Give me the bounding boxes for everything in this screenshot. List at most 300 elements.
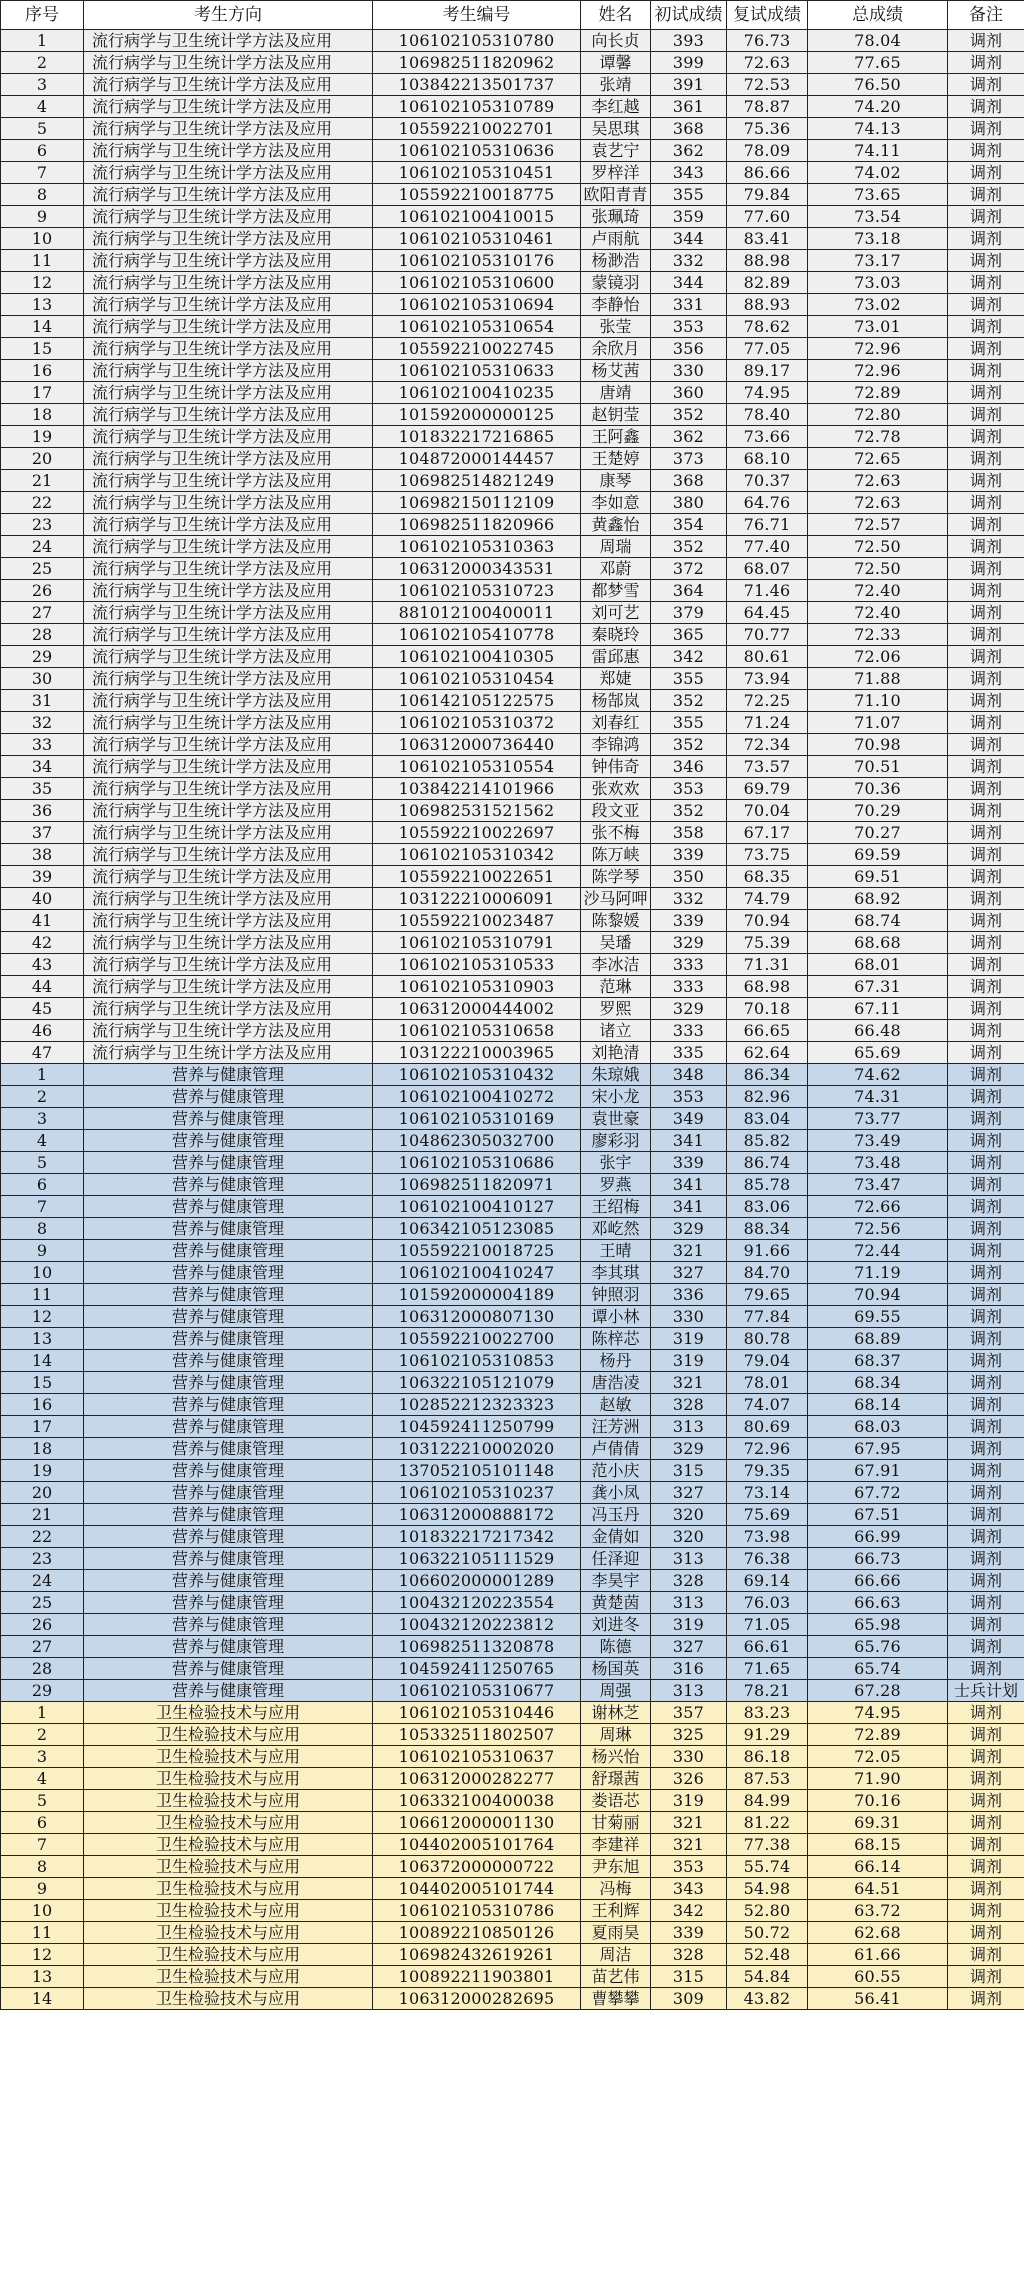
initial-score-cell: 353: [651, 316, 727, 338]
name-cell: 冯玉丹: [581, 1504, 651, 1526]
initial-score-cell: 344: [651, 228, 727, 250]
index-cell: 22: [1, 1526, 84, 1548]
retest-score-cell: 85.82: [727, 1130, 808, 1152]
name-cell: 郑婕: [581, 668, 651, 690]
total-score-cell: 69.59: [808, 844, 948, 866]
remark-cell: 调剂: [948, 1284, 1024, 1306]
index-cell: 28: [1, 624, 84, 646]
direction-cell: 营养与健康管理: [84, 1548, 373, 1570]
table-row: [1, 822, 1024, 844]
direction-cell: 流行病学与卫生统计学方法及应用: [84, 756, 373, 778]
remark-cell: 调剂: [948, 162, 1024, 184]
exam-id-cell: 106312000888172: [373, 1504, 581, 1526]
total-score-cell: 65.98: [808, 1614, 948, 1636]
index-cell: 15: [1, 1372, 84, 1394]
remark-cell: 调剂: [948, 822, 1024, 844]
retest-score-cell: 74.07: [727, 1394, 808, 1416]
exam-id-cell: 106982432619261: [373, 1944, 581, 1966]
retest-score-cell: 54.84: [727, 1966, 808, 1988]
remark-cell: 调剂: [948, 1658, 1024, 1680]
name-cell: 龚小凤: [581, 1482, 651, 1504]
table-row: [1, 646, 1024, 668]
initial-score-cell: 328: [651, 1570, 727, 1592]
direction-cell: 营养与健康管理: [84, 1152, 373, 1174]
index-cell: 3: [1, 1746, 84, 1768]
remark-cell: 调剂: [948, 426, 1024, 448]
exam-id-cell: 106342105123085: [373, 1218, 581, 1240]
retest-score-cell: 86.18: [727, 1746, 808, 1768]
direction-cell: 营养与健康管理: [84, 1592, 373, 1614]
total-score-cell: 71.90: [808, 1768, 948, 1790]
total-score-cell: 71.19: [808, 1262, 948, 1284]
index-cell: 23: [1, 514, 84, 536]
retest-score-cell: 84.99: [727, 1790, 808, 1812]
initial-score-cell: 313: [651, 1416, 727, 1438]
name-cell: 王晴: [581, 1240, 651, 1262]
name-cell: 沙马阿呷: [581, 888, 651, 910]
total-score-cell: 74.95: [808, 1702, 948, 1724]
remark-cell: 调剂: [948, 1988, 1024, 2010]
index-cell: 9: [1, 206, 84, 228]
table-row: [1, 1394, 1024, 1416]
retest-score-cell: 79.04: [727, 1350, 808, 1372]
total-score-cell: 67.95: [808, 1438, 948, 1460]
remark-cell: 调剂: [948, 1482, 1024, 1504]
retest-score-cell: 72.25: [727, 690, 808, 712]
direction-cell: 营养与健康管理: [84, 1482, 373, 1504]
direction-cell: 营养与健康管理: [84, 1526, 373, 1548]
remark-cell: 调剂: [948, 206, 1024, 228]
retest-score-cell: 71.05: [727, 1614, 808, 1636]
retest-score-cell: 83.06: [727, 1196, 808, 1218]
name-cell: 李静怡: [581, 294, 651, 316]
exam-id-cell: 106312000343531: [373, 558, 581, 580]
table-row: [1, 734, 1024, 756]
direction-cell: 流行病学与卫生统计学方法及应用: [84, 910, 373, 932]
remark-cell: 调剂: [948, 1152, 1024, 1174]
initial-score-cell: 321: [651, 1834, 727, 1856]
remark-cell: 调剂: [948, 1130, 1024, 1152]
exam-id-cell: 106102105310637: [373, 1746, 581, 1768]
exam-id-cell: 106102105310169: [373, 1108, 581, 1130]
remark-cell: 调剂: [948, 1636, 1024, 1658]
index-cell: 8: [1, 184, 84, 206]
table-row: [1, 30, 1024, 52]
direction-cell: 流行病学与卫生统计学方法及应用: [84, 448, 373, 470]
exam-id-cell: 105592210022651: [373, 866, 581, 888]
index-cell: 25: [1, 1592, 84, 1614]
exam-id-cell: 106372000000722: [373, 1856, 581, 1878]
name-cell: 李如意: [581, 492, 651, 514]
index-cell: 11: [1, 1284, 84, 1306]
exam-id-cell: 106102105310600: [373, 272, 581, 294]
index-cell: 5: [1, 1790, 84, 1812]
retest-score-cell: 81.22: [727, 1812, 808, 1834]
index-cell: 46: [1, 1020, 84, 1042]
name-cell: 谭馨: [581, 52, 651, 74]
total-score-cell: 71.10: [808, 690, 948, 712]
total-score-cell: 69.55: [808, 1306, 948, 1328]
table-row: [1, 1416, 1024, 1438]
table-row: [1, 470, 1024, 492]
total-score-cell: 72.96: [808, 338, 948, 360]
retest-score-cell: 78.01: [727, 1372, 808, 1394]
total-score-cell: 78.04: [808, 30, 948, 52]
header-cell-name: 姓名: [581, 1, 651, 30]
exam-id-cell: 100432120223554: [373, 1592, 581, 1614]
exam-id-cell: 105592210022745: [373, 338, 581, 360]
total-score-cell: 77.65: [808, 52, 948, 74]
name-cell: 钟伟奇: [581, 756, 651, 778]
name-cell: 范琳: [581, 976, 651, 998]
initial-score-cell: 313: [651, 1548, 727, 1570]
index-cell: 16: [1, 1394, 84, 1416]
retest-score-cell: 43.82: [727, 1988, 808, 2010]
remark-cell: 调剂: [948, 118, 1024, 140]
exam-id-cell: 104402005101764: [373, 1834, 581, 1856]
remark-cell: 调剂: [948, 52, 1024, 74]
name-cell: 杨艾茜: [581, 360, 651, 382]
total-score-cell: 65.69: [808, 1042, 948, 1064]
index-cell: 24: [1, 1570, 84, 1592]
exam-id-cell: 106102105310853: [373, 1350, 581, 1372]
total-score-cell: 68.92: [808, 888, 948, 910]
direction-cell: 卫生检验技术与应用: [84, 1834, 373, 1856]
initial-score-cell: 319: [651, 1350, 727, 1372]
index-cell: 25: [1, 558, 84, 580]
total-score-cell: 72.65: [808, 448, 948, 470]
remark-cell: 调剂: [948, 294, 1024, 316]
remark-cell: 调剂: [948, 1548, 1024, 1570]
remark-cell: 调剂: [948, 1438, 1024, 1460]
exam-id-cell: 105592210018775: [373, 184, 581, 206]
index-cell: 38: [1, 844, 84, 866]
exam-id-cell: 106102100410305: [373, 646, 581, 668]
retest-score-cell: 70.94: [727, 910, 808, 932]
exam-id-cell: 106982511820966: [373, 514, 581, 536]
table-row: [1, 118, 1024, 140]
total-score-cell: 72.78: [808, 426, 948, 448]
name-cell: 李红越: [581, 96, 651, 118]
retest-score-cell: 83.04: [727, 1108, 808, 1130]
table-row: [1, 1328, 1024, 1350]
exam-id-cell: 102852212323323: [373, 1394, 581, 1416]
direction-cell: 流行病学与卫生统计学方法及应用: [84, 800, 373, 822]
retest-score-cell: 78.21: [727, 1680, 808, 1702]
retest-score-cell: 66.65: [727, 1020, 808, 1042]
initial-score-cell: 319: [651, 1328, 727, 1350]
total-score-cell: 73.03: [808, 272, 948, 294]
direction-cell: 流行病学与卫生统计学方法及应用: [84, 888, 373, 910]
index-cell: 35: [1, 778, 84, 800]
table-row: [1, 932, 1024, 954]
direction-cell: 卫生检验技术与应用: [84, 1790, 373, 1812]
table-row: [1, 910, 1024, 932]
index-cell: 20: [1, 1482, 84, 1504]
total-score-cell: 66.66: [808, 1570, 948, 1592]
direction-cell: 营养与健康管理: [84, 1636, 373, 1658]
header-cell-exam-id: 考生编号: [373, 1, 581, 30]
index-cell: 14: [1, 1350, 84, 1372]
remark-cell: 调剂: [948, 954, 1024, 976]
direction-cell: 流行病学与卫生统计学方法及应用: [84, 294, 373, 316]
table-row: [1, 888, 1024, 910]
retest-score-cell: 55.74: [727, 1856, 808, 1878]
initial-score-cell: 327: [651, 1262, 727, 1284]
remark-cell: 调剂: [948, 1504, 1024, 1526]
table-row: [1, 1240, 1024, 1262]
index-cell: 8: [1, 1856, 84, 1878]
table-row: [1, 382, 1024, 404]
name-cell: 唐浩凌: [581, 1372, 651, 1394]
retest-score-cell: 76.38: [727, 1548, 808, 1570]
table-row: [1, 778, 1024, 800]
table-row: [1, 294, 1024, 316]
retest-score-cell: 68.07: [727, 558, 808, 580]
exam-id-cell: 106102105310694: [373, 294, 581, 316]
remark-cell: 调剂: [948, 646, 1024, 668]
initial-score-cell: 321: [651, 1372, 727, 1394]
table-row: [1, 954, 1024, 976]
remark-cell: 调剂: [948, 888, 1024, 910]
table-row: [1, 272, 1024, 294]
retest-score-cell: 89.17: [727, 360, 808, 382]
remark-cell: 调剂: [948, 602, 1024, 624]
index-cell: 31: [1, 690, 84, 712]
initial-score-cell: 329: [651, 1438, 727, 1460]
name-cell: 刘艳清: [581, 1042, 651, 1064]
table-row: [1, 1460, 1024, 1482]
total-score-cell: 70.94: [808, 1284, 948, 1306]
exam-id-cell: 106102105310342: [373, 844, 581, 866]
direction-cell: 卫生检验技术与应用: [84, 1812, 373, 1834]
initial-score-cell: 336: [651, 1284, 727, 1306]
table-row: [1, 866, 1024, 888]
total-score-cell: 72.40: [808, 580, 948, 602]
name-cell: 陈黎媛: [581, 910, 651, 932]
index-cell: 9: [1, 1878, 84, 1900]
table-row: [1, 998, 1024, 1020]
name-cell: 谢林芝: [581, 1702, 651, 1724]
index-cell: 10: [1, 1262, 84, 1284]
name-cell: 向长贞: [581, 30, 651, 52]
total-score-cell: 72.06: [808, 646, 948, 668]
total-score-cell: 74.02: [808, 162, 948, 184]
exam-id-cell: 106612000001130: [373, 1812, 581, 1834]
initial-score-cell: 379: [651, 602, 727, 624]
name-cell: 钟照羽: [581, 1284, 651, 1306]
name-cell: 段文亚: [581, 800, 651, 822]
retest-score-cell: 77.60: [727, 206, 808, 228]
index-cell: 27: [1, 602, 84, 624]
remark-cell: 调剂: [948, 250, 1024, 272]
exam-id-cell: 106102105310432: [373, 1064, 581, 1086]
total-score-cell: 70.36: [808, 778, 948, 800]
total-score-cell: 61.66: [808, 1944, 948, 1966]
name-cell: 罗梓洋: [581, 162, 651, 184]
table-row: [1, 536, 1024, 558]
remark-cell: 调剂: [948, 1218, 1024, 1240]
direction-cell: 营养与健康管理: [84, 1570, 373, 1592]
exam-id-cell: 106102105310791: [373, 932, 581, 954]
retest-score-cell: 83.23: [727, 1702, 808, 1724]
table-row: [1, 1988, 1024, 2010]
remark-cell: 调剂: [948, 932, 1024, 954]
total-score-cell: 73.49: [808, 1130, 948, 1152]
header-cell-total-score: 总成绩: [808, 1, 948, 30]
index-cell: 20: [1, 448, 84, 470]
name-cell: 张宇: [581, 1152, 651, 1174]
direction-cell: 流行病学与卫生统计学方法及应用: [84, 1020, 373, 1042]
exam-id-cell: 106102105310633: [373, 360, 581, 382]
total-score-cell: 72.66: [808, 1196, 948, 1218]
initial-score-cell: 356: [651, 338, 727, 360]
retest-score-cell: 68.98: [727, 976, 808, 998]
table-body: [1, 30, 1024, 2010]
retest-score-cell: 88.93: [727, 294, 808, 316]
index-cell: 17: [1, 382, 84, 404]
exam-id-cell: 106102100410015: [373, 206, 581, 228]
remark-cell: 调剂: [948, 1768, 1024, 1790]
table-row: [1, 1130, 1024, 1152]
exam-id-cell: 101592000000125: [373, 404, 581, 426]
initial-score-cell: 352: [651, 800, 727, 822]
total-score-cell: 72.63: [808, 470, 948, 492]
initial-score-cell: 329: [651, 998, 727, 1020]
index-cell: 4: [1, 1768, 84, 1790]
header-cell-direction: 考生方向: [84, 1, 373, 30]
index-cell: 7: [1, 1196, 84, 1218]
exam-id-cell: 106102105310454: [373, 668, 581, 690]
table-row: [1, 800, 1024, 822]
remark-cell: 士兵计划: [948, 1680, 1024, 1702]
name-cell: 王阿鑫: [581, 426, 651, 448]
direction-cell: 营养与健康管理: [84, 1108, 373, 1130]
total-score-cell: 68.15: [808, 1834, 948, 1856]
direction-cell: 营养与健康管理: [84, 1086, 373, 1108]
exam-id-cell: 106102105310237: [373, 1482, 581, 1504]
index-cell: 5: [1, 1152, 84, 1174]
initial-score-cell: 339: [651, 844, 727, 866]
initial-score-cell: 346: [651, 756, 727, 778]
retest-score-cell: 50.72: [727, 1922, 808, 1944]
index-cell: 13: [1, 1328, 84, 1350]
initial-score-cell: 354: [651, 514, 727, 536]
direction-cell: 流行病学与卫生统计学方法及应用: [84, 360, 373, 382]
retest-score-cell: 80.69: [727, 1416, 808, 1438]
index-cell: 37: [1, 822, 84, 844]
total-score-cell: 72.44: [808, 1240, 948, 1262]
index-cell: 12: [1, 1306, 84, 1328]
retest-score-cell: 66.61: [727, 1636, 808, 1658]
initial-score-cell: 362: [651, 140, 727, 162]
remark-cell: 调剂: [948, 1460, 1024, 1482]
exam-id-cell: 106982514821249: [373, 470, 581, 492]
remark-cell: 调剂: [948, 734, 1024, 756]
table-row: [1, 1372, 1024, 1394]
table-row: [1, 96, 1024, 118]
exam-id-cell: 106102105310372: [373, 712, 581, 734]
direction-cell: 流行病学与卫生统计学方法及应用: [84, 316, 373, 338]
retest-score-cell: 82.89: [727, 272, 808, 294]
name-cell: 夏雨昊: [581, 1922, 651, 1944]
total-score-cell: 71.07: [808, 712, 948, 734]
exam-id-cell: 106312000736440: [373, 734, 581, 756]
name-cell: 曹攀攀: [581, 1988, 651, 2010]
name-cell: 周强: [581, 1680, 651, 1702]
direction-cell: 流行病学与卫生统计学方法及应用: [84, 118, 373, 140]
table-row: [1, 1944, 1024, 1966]
exam-id-cell: 103842214101966: [373, 778, 581, 800]
direction-cell: 流行病学与卫生统计学方法及应用: [84, 602, 373, 624]
table-row: [1, 1592, 1024, 1614]
name-cell: 刘进冬: [581, 1614, 651, 1636]
table-row: [1, 228, 1024, 250]
total-score-cell: 74.62: [808, 1064, 948, 1086]
retest-score-cell: 78.87: [727, 96, 808, 118]
table-row: [1, 1350, 1024, 1372]
remark-cell: 调剂: [948, 448, 1024, 470]
total-score-cell: 65.74: [808, 1658, 948, 1680]
direction-cell: 流行病学与卫生统计学方法及应用: [84, 470, 373, 492]
direction-cell: 流行病学与卫生统计学方法及应用: [84, 668, 373, 690]
initial-score-cell: 342: [651, 1900, 727, 1922]
name-cell: 诸立: [581, 1020, 651, 1042]
direction-cell: 流行病学与卫生统计学方法及应用: [84, 536, 373, 558]
retest-score-cell: 73.57: [727, 756, 808, 778]
remark-cell: 调剂: [948, 1834, 1024, 1856]
remark-cell: 调剂: [948, 382, 1024, 404]
initial-score-cell: 320: [651, 1526, 727, 1548]
total-score-cell: 72.56: [808, 1218, 948, 1240]
table-row: [1, 976, 1024, 998]
total-score-cell: 73.01: [808, 316, 948, 338]
index-cell: 1: [1, 30, 84, 52]
retest-score-cell: 78.09: [727, 140, 808, 162]
initial-score-cell: 329: [651, 1218, 727, 1240]
name-cell: 李锦鸿: [581, 734, 651, 756]
direction-cell: 流行病学与卫生统计学方法及应用: [84, 998, 373, 1020]
name-cell: 袁艺宁: [581, 140, 651, 162]
name-cell: 金倩如: [581, 1526, 651, 1548]
remark-cell: 调剂: [948, 228, 1024, 250]
exam-id-cell: 100432120223812: [373, 1614, 581, 1636]
remark-cell: 调剂: [948, 624, 1024, 646]
total-score-cell: 68.89: [808, 1328, 948, 1350]
initial-score-cell: 352: [651, 734, 727, 756]
total-score-cell: 76.50: [808, 74, 948, 96]
retest-score-cell: 54.98: [727, 1878, 808, 1900]
retest-score-cell: 85.78: [727, 1174, 808, 1196]
name-cell: 李昊宇: [581, 1570, 651, 1592]
exam-id-cell: 105592210022700: [373, 1328, 581, 1350]
initial-score-cell: 368: [651, 470, 727, 492]
remark-cell: 调剂: [948, 976, 1024, 998]
retest-score-cell: 71.24: [727, 712, 808, 734]
remark-cell: 调剂: [948, 1856, 1024, 1878]
remark-cell: 调剂: [948, 910, 1024, 932]
exam-id-cell: 101832217217342: [373, 1526, 581, 1548]
direction-cell: 营养与健康管理: [84, 1372, 373, 1394]
retest-score-cell: 84.70: [727, 1262, 808, 1284]
total-score-cell: 73.47: [808, 1174, 948, 1196]
direction-cell: 流行病学与卫生统计学方法及应用: [84, 778, 373, 800]
total-score-cell: 72.89: [808, 382, 948, 404]
index-cell: 45: [1, 998, 84, 1020]
exam-id-cell: 106102100410235: [373, 382, 581, 404]
total-score-cell: 67.31: [808, 976, 948, 998]
table-row: [1, 756, 1024, 778]
